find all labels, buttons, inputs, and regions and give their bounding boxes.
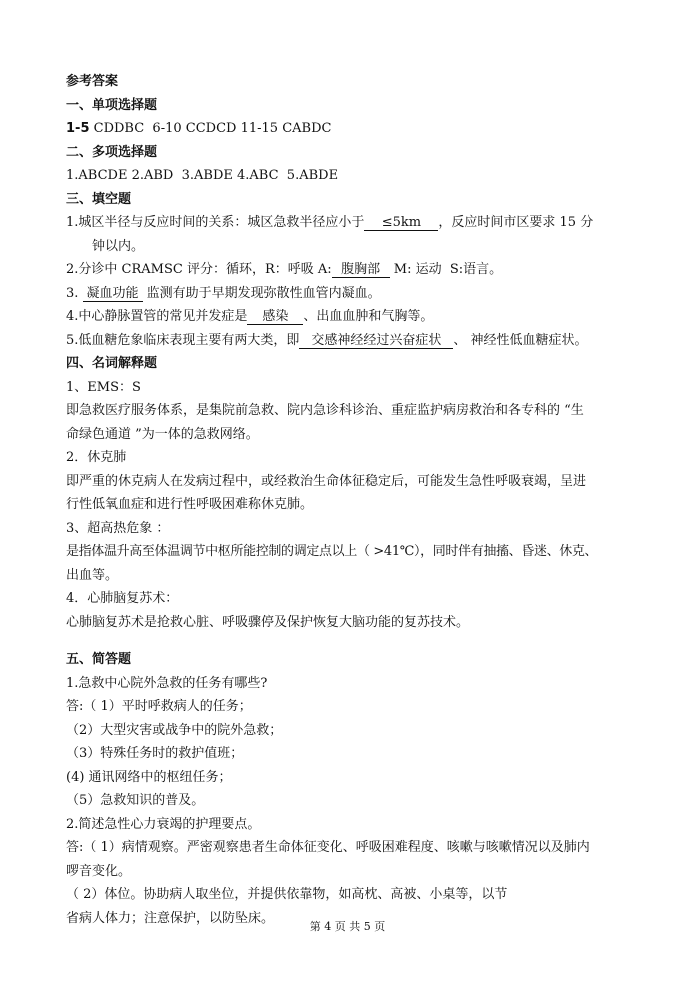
fill-item-4 xyxy=(66,305,641,329)
answer-line: 答:（ 1）平时呼救病人的任务； xyxy=(66,699,252,714)
item-text: 5.低血糖危象临床表现主要有两大类，即 xyxy=(66,332,300,348)
term-title: 3、超高热危象 ： xyxy=(66,520,170,536)
term-title: 2．休克肺 xyxy=(66,450,127,465)
fill-item-1 xyxy=(66,211,641,235)
term-definition: 是指体温升高至体温调节中枢所能控制的调定点以上（ >41℃），同时伴有抽搐、昏迷、休克、 xyxy=(66,544,598,559)
fill-item-2 xyxy=(66,258,641,282)
item-text: 2.分诊中 CRAMSC 评分：循环，R：呼吸 A: xyxy=(66,262,332,277)
section-heading-single-choice: 一、单项选择题 xyxy=(66,97,158,113)
answer-line: （ 2）体位。协助病人取坐位，并提供依靠物，如高枕、高被、小桌等，以节 xyxy=(66,887,508,902)
answer-line: （2）大型灾害或战争中的院外急救； xyxy=(66,722,283,738)
section-heading-short-answer: 五、简答题 xyxy=(66,652,132,667)
item-text: 1.城区半径与反应时间的关系：城区急救半径应小于 xyxy=(66,215,365,230)
answer-line: 答:（ 1）病情观察。严密观察患者生命体征变化、呼吸困难程度、咳嗽与咳嗽情况以及肺内 xyxy=(66,840,590,855)
item-text: 3. xyxy=(66,285,83,301)
answer-line: 啰音变化。 xyxy=(66,863,132,879)
answer-blank: 交感神经经过兴奋症状 xyxy=(299,333,453,349)
term-definition: 心肺脑复苏术是抢救心脏、呼吸骤停及保护恢复大脑功能的复苏技术。 xyxy=(66,614,470,630)
answer-blank: 腹胸部 xyxy=(332,262,390,278)
answer-line: （5）急救知识的普及。 xyxy=(66,793,205,808)
answer-line: (4) 通讯网络中的枢纽任务； xyxy=(66,769,232,785)
term-title: 1、EMS：S xyxy=(66,379,141,395)
item-text: 监测有助于早期发现弥散性血管内凝血。 xyxy=(142,285,381,301)
section-heading-fill-blank: 三、填空题 xyxy=(66,191,132,207)
term-definition: 命绿色通道 ”为一体的急救网络。 xyxy=(66,426,259,442)
answer-line: 省病人体力；注意保护，以防坠床。 xyxy=(66,910,275,926)
document-body xyxy=(66,70,641,930)
item-text: 4.中心静脉置管的常见并发症是 xyxy=(66,309,248,324)
question: 2.简述急性心力衰竭的护理要点。 xyxy=(66,816,261,832)
term-definition: 出血等。 xyxy=(66,567,119,583)
fill-item-3 xyxy=(66,282,641,306)
item-text: M: 运动 S:语言。 xyxy=(389,262,503,277)
term-definition: 即急救医疗服务体系，是集院前急救、院内急诊科诊治、重症监护病房救治和各专科的 “生 xyxy=(66,403,584,418)
term-title: 4．心肺脑复苏术： xyxy=(66,591,179,606)
multi-choice-answers: 1.ABCDE 2.ABD 3.ABDE 4.ABC 5.ABDE xyxy=(66,168,339,183)
fill-item-1-cont: 钟以内。 xyxy=(92,238,145,254)
item-text: 、出血血肿和气胸等。 xyxy=(303,309,434,324)
section-heading-terms: 四、名词解释题 xyxy=(66,356,158,371)
answer-blank: ≤5km xyxy=(364,215,438,231)
question: 1.急救中心院外急救的任务有哪些? xyxy=(66,675,268,691)
answer-blank: 凝血功能 xyxy=(83,286,143,302)
single-choice-answers xyxy=(66,117,641,141)
answer-range-label: 1-5 xyxy=(66,121,90,136)
answer-title: 参考答案 xyxy=(66,74,119,89)
section-heading-multi-choice: 二、多项选择题 xyxy=(66,144,158,160)
term-definition: 即严重的休克病人在发病过程中，或经救治生命体征稳定后，可能发生急性呼吸衰竭，呈进 xyxy=(66,473,587,489)
answer-blank: 感染 xyxy=(247,309,303,325)
fill-item-5 xyxy=(66,329,641,353)
term-definition: 行性低氧血症和进行性呼吸困难称休克肺。 xyxy=(66,497,314,512)
answer-line: （3）特殊任务时的救护值班； xyxy=(66,746,244,761)
page-footer: 第 4 页 共 5 页 xyxy=(309,920,386,933)
answer-text: CDDBC 6-10 CCDCD 11-15 CABDC xyxy=(89,121,332,136)
item-text: ，反应时间市区要求 15 分 xyxy=(438,215,594,230)
item-text: 、 神经性低血糖症状。 xyxy=(453,332,588,348)
